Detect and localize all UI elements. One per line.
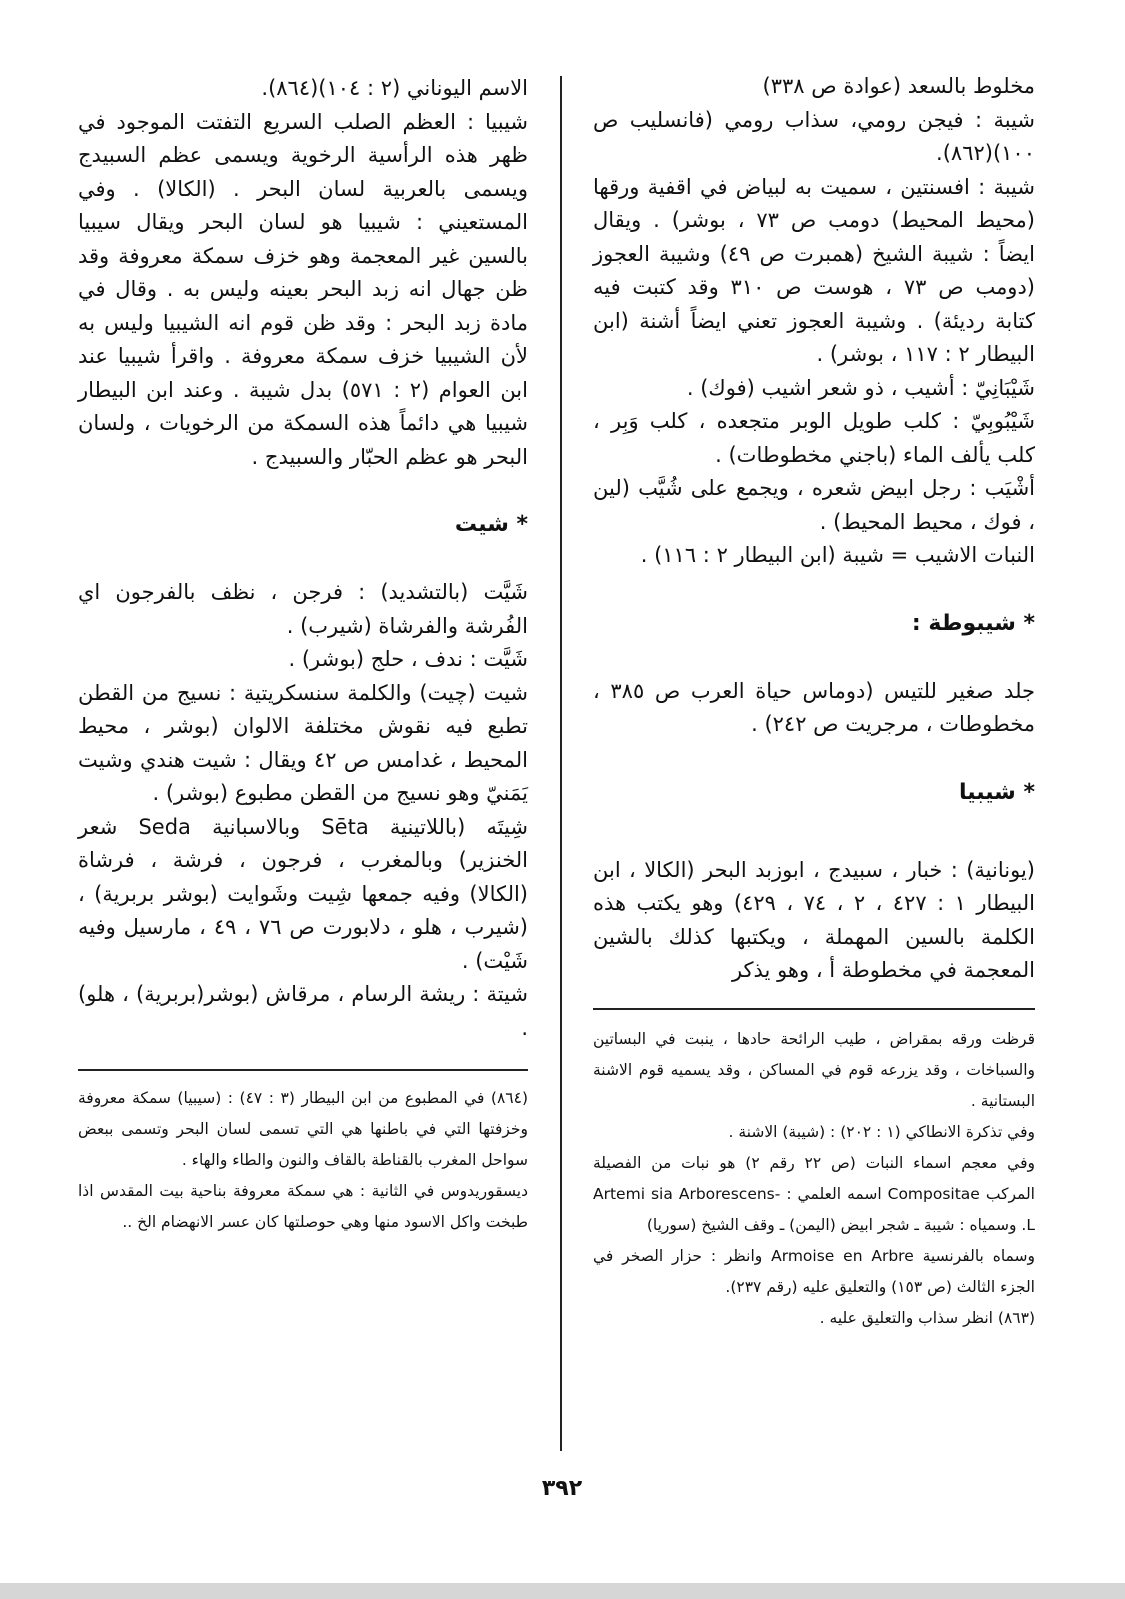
footnote: وفي تذكرة الانطاكي (١ : ٢٠٢) : (شيبة) الاشنة .	[728, 1122, 1035, 1141]
heading-shaybuta: * شيبوطة :	[911, 610, 1035, 636]
entry-line: شِيتَه (باللاتينية Sēta وبالاسبانية Seda شعر الخنزير) وبالمغرب ، فرجون ، فرشة ، فرشاة (الكالا) وفيه جمعها شِيت وشَوايت (بوشر بربرية) ، (شيرب ، هلو ، دلابورت ص ٧٦ ، ٤٩ ، مارسيل وفيه شَيْت) .	[78, 814, 528, 973]
heading-shibiya: * شيبيا	[958, 779, 1035, 805]
footnote-rule	[593, 1008, 1035, 1010]
entry-line: النبات الاشيب = شيبة (ابن البيطار ٢ : ١١٦) .	[640, 543, 1035, 567]
entry-shaybuta: جلد صغير للتيس (دوماس حياة العرب ص ٣٨٥ ، مخطوطات ، مرجريت ص ٢٤٢) .	[593, 678, 1036, 736]
entry-line: شَيْبَانِيّ : أشيب ، ذو شعر اشيب (فوك) .	[686, 375, 1035, 400]
footnote: (٨٦٣) انظر سذاب والتعليق عليه .	[819, 1308, 1035, 1327]
footnote: ديسقوريدوس في الثانية : هي سمكة معروفة بناحية بيت المقدس اذا طبخت واكل الاسود منها وهي حوصلتها كان عسر الانهضام الخ ..	[78, 1182, 528, 1231]
entry-line: مخلوط بالسعد (عوادة ص ٣٣٨)	[762, 74, 1035, 98]
entry-shibiya: (يونانية) : خبار ، سبيدج ، ابوزبد البحر (الكالا ، ابن البيطار ١ : ٤٢٧ ، ٢ ، ٧٤ ، ٤٢٩) وهو يكتب هذه الكلمة بالسين المهملة ، ويكتبها كذلك بالشين المعجمة في مخطوطة أ ، وهو يذكر	[593, 857, 1035, 982]
entry-line: شيبة : افسنتين ، سميت به لبياض في اقفية ورقها (محيط المحيط) دومب ص ٧٣ ، بوشر) . ويقال ايضاً : شيبة الشيخ (همبرت ص ٤٩) وشيبة العجوز (دومب ص ٧٣ ، هوست ص ٣١٠ وقد كتبت فيه كتابة رديئة) . وشيبة العجوز تعني ايضاً أشنة (ابن البيطار ٢ : ١١٧ ، بوشر) .	[593, 174, 1036, 366]
entry-line: أشْيَب : رجل ابيض شعره ، ويجمع على شُيَّب (لين ، فوك ، محيط المحيط) .	[593, 476, 1035, 534]
entry-line: شيتة : ريشة الرسام ، مرقاش (بوشر(بربرية) ، هلو) .	[78, 982, 528, 1040]
footnote: قرظت ورقه بمقراض ، طيب الرائحة حادها ، ينبت في البساتين والسباخات ، وقد يزرعه قوم في المساكن ، وقد يسميه قوم الاشنة البستانية .	[593, 1029, 1035, 1110]
entry-line: شيبة : فيجن رومي، سذاب رومي (فانسليب ص ١٠٠)(٨٦٢).	[593, 107, 1035, 165]
footnote: (٨٦٤) في المطبوع من ابن البيطار (٣ : ٤٧) : (سيبيا) سمكة معروفة وخزفتها التي في باطنها هي التي تسمى لسان البحر وتسمى ببعض سواحل المغرب بالقناطة بالقاف والنون والطاء والهاء .	[78, 1089, 529, 1169]
page-number: ٣٩٢	[541, 1476, 583, 1501]
footnote: وسماه بالفرنسية Armoise en Arbre وانظر : حزار الصخر في الجزء الثالث (ص ١٥٣) والتعليق عليه (رقم ٢٣٧).	[593, 1246, 1035, 1296]
entry-line: شيت (چيت) والكلمة سنسكريتية : نسيج من القطن تطبع فيه نقوش مختلفة الالوان (بوشر ، محيط المحيط ، غدامس ص ٤٢ ويقال : شيت هندي وشيت يَمَنيّ وهو نسيج من القطن مطبوع (بوشر) .	[78, 680, 528, 805]
entry-line: الاسم اليوناني (٢ : ١٠٤)(٨٦٤).	[261, 76, 528, 100]
entry-line: شَيْبُوبِيّ : كلب طويل الوبر متجعده ، كلب وَبِر ، كلب يألف الماء (باجني مخطوطات) .	[593, 409, 1035, 467]
footnote-rule	[78, 1069, 528, 1071]
entry-line: شَيَّت (بالتشديد) : فرجن ، نظف بالفرجون اي الفُرشة والفرشاة (شيرب) .	[78, 580, 528, 638]
left-column	[78, 72, 528, 1238]
entry-line: شَيَّت : ندف ، حلج (بوشر) .	[288, 647, 528, 671]
heading-shayyat: * شيت	[454, 512, 528, 537]
scan-edge	[0, 1583, 1125, 1599]
right-column	[593, 70, 1035, 1334]
column-divider	[560, 76, 562, 1451]
entry-line: شيبيا : العظم الصلب السريع التفتت الموجود في ظهر هذه الرأسية الرخوية ويسمى عظم السبيدج ويسمى بالعربية لسان البحر . (الكالا) . وفي المستعيني : شيبيا هو لسان البحر ويقال سيبيا بالسين غير المعجمة وهو خزف سمكة معروفة وقد ظن جهال انه زبد البحر بعينه وليس به . وقال في مادة زبد البحر : وقد ظن قوم انه الشيبيا وليس به لأن الشيبيا خزف سمكة معروفة . واقرأ شيبيا عند ابن العوام (٢ : ٥٧١) بدل شيبة . وعند ابن البيطار شيبيا هي دائماً هذه السمكة من الرخويات ، ولسان البحر هو عظم الحبّار والسبيدج .	[78, 109, 528, 469]
footnote: وفي معجم اسماء النبات (ص ٢٢ رقم ٢) هو نبات من الفصيلة المركب Compositae اسمه العلمي : -Artemi sia Arborescens L. وسمياه : شيبة ـ شجر ابيض (اليمن) ـ وقف الشيخ (سوريا)	[593, 1153, 1035, 1234]
